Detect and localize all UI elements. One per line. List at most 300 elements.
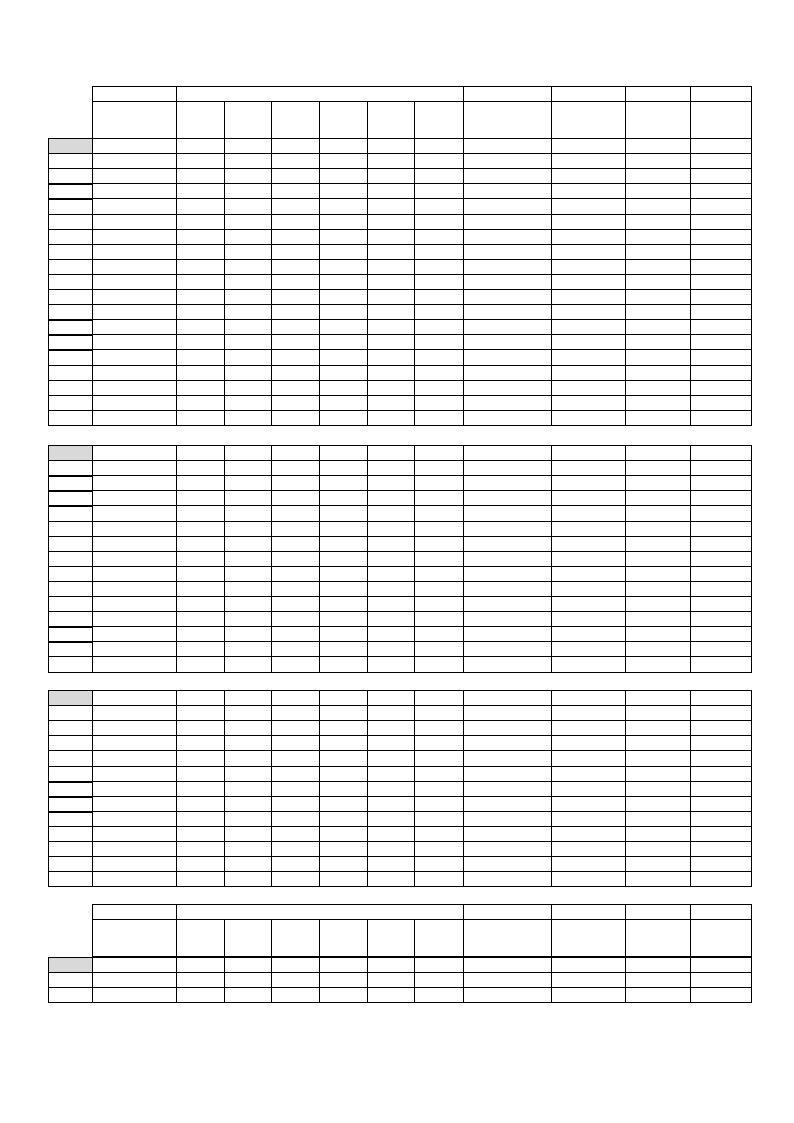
table-cell [319,490,368,506]
table-cell [551,289,626,305]
table-cell [690,304,752,320]
table-cell [414,395,464,411]
table-cell [319,856,368,872]
row-index-cell [48,987,93,1003]
table-cell [319,972,368,988]
table-cell [92,581,177,597]
table-cell [625,395,691,411]
table-cell [367,656,415,673]
table-cell [176,445,225,461]
table-cell [690,611,752,627]
table-cell [224,690,272,706]
table-cell [92,334,177,350]
table-cell [414,138,464,154]
table-cell [176,536,225,552]
table-cell [414,304,464,320]
table-cell [224,380,272,396]
table-cell [414,957,464,973]
table-cell [463,871,552,887]
table-cell [92,304,177,320]
table-cell [271,229,320,245]
table-cell [319,460,368,476]
table-cell [625,957,691,973]
table-cell [463,972,552,988]
table-cell [463,395,552,411]
table-cell [224,410,272,426]
table-cell [92,871,177,887]
table-cell [271,596,320,612]
table-cell [176,244,225,260]
table-cell [319,735,368,751]
table-cell [625,551,691,567]
table-cell [176,505,225,522]
table-cell [176,198,225,215]
table-cell [176,168,225,184]
table-cell [271,641,320,657]
table-cell [367,138,415,154]
table-cell [319,750,368,767]
table-cell [414,972,464,988]
table-cell [690,410,752,426]
table-cell [92,626,177,642]
header-sub-cell [176,919,225,957]
table-cell [176,972,225,988]
table-cell [551,841,626,857]
row-index-cell [48,380,93,396]
table-cell [690,490,752,506]
table-cell [414,781,464,797]
table-cell [92,766,177,782]
table-cell [625,319,691,335]
table-cell [224,581,272,597]
table-cell [463,566,552,582]
table-cell [551,720,626,736]
header-sub-cell [224,101,272,139]
table-cell [625,259,691,275]
table-cell [271,380,320,396]
table-cell [319,334,368,350]
table-cell [367,274,415,290]
table-cell [625,766,691,782]
table-cell [551,581,626,597]
row-index-cell [48,229,93,245]
row-index-cell [48,505,93,522]
table-cell [176,811,225,827]
table-cell [414,641,464,657]
table-cell [690,460,752,476]
table-cell [367,319,415,335]
table-cell [367,259,415,275]
table-cell [224,972,272,988]
table-cell [319,198,368,215]
table-cell [271,871,320,887]
table-cell [463,690,552,706]
table-cell [690,319,752,335]
table-cell [224,521,272,537]
table-cell [690,198,752,215]
table-cell [625,521,691,537]
table-cell [463,796,552,812]
table-cell [176,750,225,767]
table-cell [463,781,552,797]
row-index-cell [48,856,93,872]
table-cell [414,244,464,260]
table-cell [625,972,691,988]
table-cell [271,445,320,461]
table-cell [92,720,177,736]
table-cell [551,168,626,184]
table-cell [463,410,552,426]
table-cell [271,536,320,552]
table-cell [224,229,272,245]
table-cell [551,811,626,827]
row-index-cell [48,365,93,381]
header-group-cell [690,904,752,920]
row-index-cell [48,766,93,782]
table-cell [176,490,225,506]
table-cell [414,581,464,597]
table-cell [224,334,272,350]
table-cell [690,811,752,827]
table-cell [367,841,415,857]
table-cell [92,641,177,657]
table-cell [319,289,368,305]
table-cell [463,214,552,230]
table-cell [625,198,691,215]
table-cell [690,750,752,767]
table-cell [176,987,225,1003]
table-cell [92,566,177,582]
table-cell [367,183,415,199]
header-group-cell [176,904,464,920]
table-cell [224,460,272,476]
table-cell [551,334,626,350]
table-cell [271,289,320,305]
table-cell [319,766,368,782]
table-cell [414,445,464,461]
table-cell [92,229,177,245]
table-cell [625,750,691,767]
table-cell [367,626,415,642]
table-cell [224,395,272,411]
row-index-cell [48,274,93,290]
table-cell [176,626,225,642]
table-cell [625,611,691,627]
table-cell [414,365,464,381]
table-cell [690,596,752,612]
row-index-cell [48,521,93,537]
table-cell [463,274,552,290]
table-cell [690,826,752,842]
table-cell [463,841,552,857]
row-index-cell [48,138,93,154]
table-cell [463,987,552,1003]
table-cell [224,138,272,154]
table-cell [463,505,552,522]
table-cell [319,214,368,230]
table-cell [367,766,415,782]
row-index-cell [48,153,93,169]
table-cell [176,656,225,673]
row-index-cell [48,626,93,642]
header-group-cell [176,86,464,102]
table-cell [319,826,368,842]
row-index-cell [48,611,93,627]
table-cell [367,536,415,552]
table-cell [463,229,552,245]
table-cell [271,349,320,366]
table-cell [224,475,272,491]
table-cell [319,505,368,522]
table-cell [367,380,415,396]
table-cell [690,475,752,491]
table-cell [319,656,368,673]
table-cell [367,490,415,506]
table-cell [271,410,320,426]
row-index-cell [48,656,93,673]
table-cell [92,349,177,366]
table-cell [92,460,177,476]
table-cell [224,365,272,381]
table-cell [92,244,177,260]
table-cell [319,349,368,366]
table-cell [367,856,415,872]
table-cell [463,198,552,215]
table-cell [92,259,177,275]
table-cell [625,334,691,350]
table-cell [224,611,272,627]
table-cell [271,856,320,872]
table-cell [92,781,177,797]
table-cell [551,153,626,169]
header-sub-cell [551,919,626,957]
table-cell [690,566,752,582]
table-cell [690,841,752,857]
table-cell [92,168,177,184]
row-index-cell [48,410,93,426]
table-cell [319,641,368,657]
row-index-cell [48,490,93,506]
table-cell [551,987,626,1003]
table-cell [92,153,177,169]
table-cell [551,304,626,320]
table-cell [92,214,177,230]
table-cell [271,274,320,290]
table-cell [414,168,464,184]
table-cell [551,138,626,154]
table-cell [463,957,552,973]
table-cell [176,521,225,537]
table-cell [92,841,177,857]
table-cell [224,153,272,169]
table-cell [271,690,320,706]
table-cell [92,274,177,290]
table-cell [625,826,691,842]
table-cell [367,244,415,260]
header-sub-cell [625,919,691,957]
table-cell [551,505,626,522]
table-cell [271,521,320,537]
table-cell [414,198,464,215]
table-cell [271,611,320,627]
table-cell [551,551,626,567]
table-cell [625,289,691,305]
row-index-cell [48,796,93,812]
table-cell [224,289,272,305]
table-cell [367,596,415,612]
table-cell [367,349,415,366]
table-cell [271,841,320,857]
table-cell [690,871,752,887]
table-cell [690,796,752,812]
table-cell [176,957,225,973]
header-group-cell [463,86,552,102]
row-index-cell [48,957,93,973]
table-cell [625,690,691,706]
header-group-cell [92,904,177,920]
table-cell [551,214,626,230]
table-cell [224,781,272,797]
row-index-cell [48,690,93,706]
table-cell [463,735,552,751]
row-index-cell [48,720,93,736]
table-cell [224,841,272,857]
table-cell [551,750,626,767]
table-cell [319,445,368,461]
table-cell [367,581,415,597]
table-cell [414,611,464,627]
table-cell [367,475,415,491]
row-index-cell [48,641,93,657]
table-cell [176,334,225,350]
table-cell [690,720,752,736]
table-cell [319,304,368,320]
table-cell [367,551,415,567]
header-group-cell [551,904,626,920]
table-cell [271,972,320,988]
row-index-cell [48,289,93,305]
table-cell [176,475,225,491]
table-cell [414,259,464,275]
table-cell [319,395,368,411]
header-sub-cell [367,919,415,957]
table-cell [176,796,225,812]
row-index-cell [48,750,93,767]
table-cell [367,957,415,973]
header-sub-cell [319,101,368,139]
table-cell [319,957,368,973]
row-index-cell [48,198,93,215]
table-cell [690,705,752,721]
table-cell [224,811,272,827]
table-cell [319,551,368,567]
table-cell [92,705,177,721]
table-cell [463,811,552,827]
table-cell [319,781,368,797]
table-cell [271,319,320,335]
table-cell [551,349,626,366]
table-cell [92,735,177,751]
table-cell [625,490,691,506]
table-cell [271,153,320,169]
table-cell [319,841,368,857]
table-cell [271,811,320,827]
table-cell [367,720,415,736]
row-index-cell [48,475,93,491]
table-cell [367,611,415,627]
table-cell [463,750,552,767]
header-sub-cell [367,101,415,139]
table-cell [224,319,272,335]
table-cell [551,566,626,582]
table-cell [224,349,272,366]
table-cell [176,289,225,305]
table-cell [625,138,691,154]
table-cell [625,183,691,199]
table-cell [271,987,320,1003]
table-cell [463,259,552,275]
table-cell [367,566,415,582]
table-cell [319,410,368,426]
table-cell [176,460,225,476]
table-cell [92,750,177,767]
table-cell [414,626,464,642]
table-cell [463,551,552,567]
row-index-cell [48,183,93,199]
table-cell [367,304,415,320]
table-cell [319,871,368,887]
table-cell [92,475,177,491]
table-cell [551,656,626,673]
table-cell [319,690,368,706]
table-cell [224,214,272,230]
table-cell [367,641,415,657]
header-sub-cell [319,919,368,957]
table-cell [367,153,415,169]
table-cell [271,766,320,782]
table-cell [690,766,752,782]
header-sub-cell [625,101,691,139]
table-cell [224,641,272,657]
table-cell [463,656,552,673]
table-cell [271,735,320,751]
table-cell [92,690,177,706]
table-cell [551,490,626,506]
table-cell [92,365,177,381]
header-sub-cell [463,101,552,139]
table-cell [551,410,626,426]
table-cell [463,319,552,335]
table-cell [92,551,177,567]
table-cell [625,410,691,426]
table-cell [367,334,415,350]
table-cell [224,705,272,721]
table-cell [625,475,691,491]
row-index-cell [48,349,93,366]
row-index-cell [48,168,93,184]
table-cell [367,395,415,411]
row-index-cell [48,781,93,797]
table-cell [690,365,752,381]
table-cell [551,445,626,461]
table-cell [551,475,626,491]
table-cell [551,735,626,751]
table-cell [625,626,691,642]
table-cell [463,581,552,597]
table-cell [319,153,368,169]
table-cell [367,445,415,461]
table-cell [271,244,320,260]
